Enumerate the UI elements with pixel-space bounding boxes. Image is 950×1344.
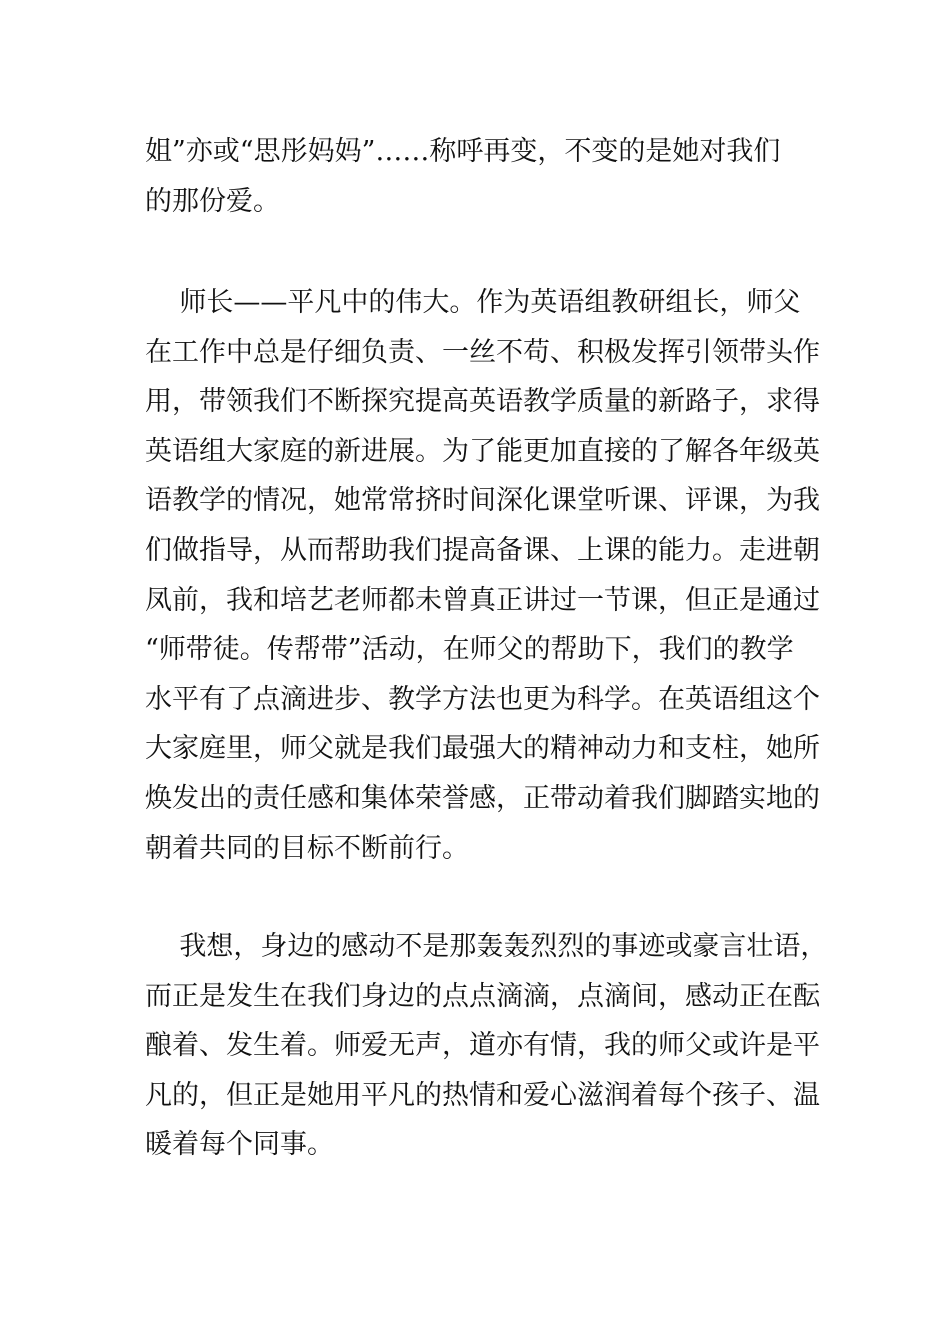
text-line: “师带徒。传帮带”活动，在师父的帮助下，我们的教学 — [145, 634, 794, 666]
paragraph-3 — [145, 922, 828, 1170]
text-line: 姐”亦或“思彤妈妈”……称呼再变，不变的是她对我们 — [145, 136, 781, 167]
text-line: 的那份爱。 — [145, 185, 280, 217]
text-line: 酿着、发生着。师爱无声，道亦有情，我的师父或许是平 — [145, 1030, 820, 1062]
text-line: 暖着每个同事。 — [145, 1129, 334, 1161]
text-line: 语教学的情况，她常常挤时间深化课堂听课、评课，为我 — [145, 485, 820, 517]
paragraph-1 — [145, 127, 805, 226]
text-line: 在工作中总是仔细负责、一丝不苟、积极发挥引领带头作 — [145, 336, 820, 368]
text-line: 而正是发生在我们身边的点点滴滴，点滴间，感动正在酝 — [145, 980, 820, 1012]
text-line: 师长——平凡中的伟大。作为英语组教研组长，师父 — [145, 287, 801, 318]
text-line: 大家庭里，师父就是我们最强大的精神动力和支柱，她所 — [145, 733, 820, 765]
text-line: 我想，身边的感动不是那轰轰烈烈的事迹或豪言壮语， — [145, 931, 828, 962]
text-line: 凤前，我和培艺老师都未曾真正讲过一节课，但正是通过 — [145, 584, 820, 616]
text-line: 凡的，但正是她用平凡的热情和爱心滋润着每个孩子、温 — [145, 1079, 820, 1111]
text-line: 英语组大家庭的新进展。为了能更加直接的了解各年级英 — [145, 435, 820, 467]
text-line: 朝着共同的目标不断前行。 — [145, 832, 469, 864]
text-line: 们做指导，从而帮助我们提高备课、上课的能力。走进朝 — [145, 534, 820, 566]
paragraph-2 — [145, 278, 820, 873]
text-line: 焕发出的责任感和集体荣誉感，正带动着我们脚踏实地的 — [145, 782, 820, 814]
text-line: 水平有了点滴进步、教学方法也更为科学。在英语组这个 — [145, 683, 820, 715]
text-line: 用，带领我们不断探究提高英语教学质量的新路子，求得 — [145, 386, 820, 418]
